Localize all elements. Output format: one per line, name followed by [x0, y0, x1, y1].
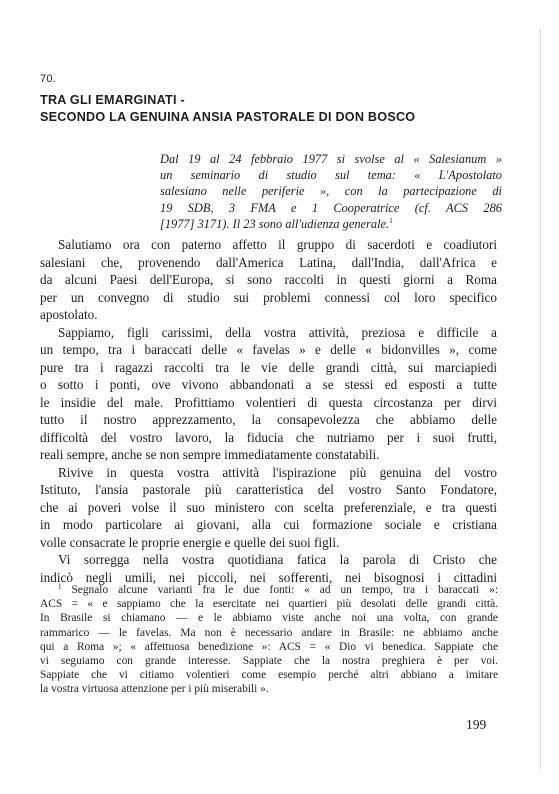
- body-line: le insidie del male. Profittiamo volentieri di questa circostanza per dirvi: [40, 394, 497, 410]
- body-line: reali sempre, anche se non sempre immediatamente constatabili.: [40, 447, 380, 462]
- footnote-line: Segnalo alcune varianti fra le due fonti: « ad un tempo, tra i baraccati »:: [71, 584, 498, 596]
- body-line: difficoltà del vostro lavoro, la fiducia che nutriamo per i suoi frutti,: [40, 429, 497, 445]
- body-line: per un convegno di studio sui problemi connessi col loro specifico: [40, 289, 497, 305]
- title-line: SECONDO LA GENUINA ANSIA PASTORALE DI DON BOSCO: [40, 110, 416, 124]
- body-line: Salutiamo ora con paterno affetto il gruppo di sacerdoti e coadiutori: [58, 237, 497, 252]
- footnote-line: rammarico — le favelas. Ma non è necessario andare in Brasile: ne abbiamo anche: [40, 626, 498, 639]
- body-line: da alcuni Paesi dell'Europa, si sono raccolti in questi giorni a Roma: [40, 272, 497, 287]
- intro-line-last: [160, 216, 502, 232]
- body-line: indicò negli umili, nei piccoli, nei sofferenti, nei bisognosi i cittadini: [40, 569, 497, 585]
- intro-line: 19 SDB, 3 FMA e 1 Cooperatrice (cf. ACS 286: [160, 200, 502, 215]
- document-number: 70.: [40, 73, 56, 85]
- body-line: Vi sorregga nella vostra quotidiana fatica la parola di Cristo che: [58, 552, 497, 567]
- body-line: apostolato.: [40, 307, 98, 322]
- body-text: [40, 236, 497, 586]
- page-number: 199: [466, 717, 487, 732]
- body-line: Sappiamo, figli carissimi, della vostra attività, preziosa e difficile a: [58, 324, 497, 340]
- body-line: pure tra i ragazzi raccolti tra le vie delle grandi città, sui marciapiedi: [40, 359, 497, 375]
- footnote-line: la vostra virtuosa attenzione per i più miserabili ».: [40, 683, 269, 696]
- intro-line: un seminario di studio sul tema: « L'Apostolato: [160, 168, 502, 183]
- intro-note: [160, 151, 502, 232]
- body-line: volle consacrate le proprie energie e quelle dei suoi figli.: [40, 534, 340, 550]
- body-line: che ai poveri volse il suo ministero con scelta preferenziale, e tra questi: [40, 499, 497, 515]
- intro-line: salesiano nelle periferie », con la partecipazione di: [160, 184, 502, 199]
- body-line: tutto il nostro apprezzamento, la consapevolezza che abbiamo delle: [40, 412, 497, 427]
- body-line: salesiani che, provenendo dall'America Latina, dall'India, dall'Africa e: [40, 254, 497, 270]
- footnote-line: qui a Roma »; « affettuosa benedizione »: ACS = « Dio vi benedica. Sappiate che: [40, 640, 498, 653]
- document-title: [40, 92, 510, 126]
- footnote-marker: 1: [58, 583, 62, 591]
- footnote-line: Sappiate che vi citiamo volentieri come esempio perché altri abbiano a imitare: [40, 669, 498, 682]
- footnote-line: ACS = « e sappiamo che la esercitate nei quartieri più desolati delle grandi città.: [40, 598, 498, 611]
- body-line: Istituto, l'ansia pastorale più caratteristica del vostro Santo Fondatore,: [40, 482, 497, 497]
- title-line: TRA GLI EMARGINATI -: [40, 93, 185, 107]
- intro-line: [1977] 3171). Il 23 sono all'udienza generale.: [160, 216, 390, 231]
- body-line: in modo particolare ai giovani, alla cui formazione sociale e cristiana: [40, 517, 497, 532]
- intro-line: Dal 19 al 24 febbraio 1977 si svolse al « Salesianum »: [160, 152, 502, 166]
- footnote-line-first: [40, 583, 498, 597]
- intro-footnote-marker: 1: [389, 215, 393, 225]
- body-line: Rivive in questa vostra attività l'ispirazione più genuina del vostro: [58, 464, 497, 480]
- right-margin-rule: [540, 30, 541, 770]
- body-line: un tempo, tra i baraccati delle « favelas » e delle « bidonvilles », come: [40, 342, 497, 357]
- footnote-line: vi seguiamo con grande interesse. Sappiate che la nostra preghiera è per voi.: [40, 655, 498, 668]
- body-line: o sotto i ponti, ove vivono abbandonati a se stessi ed esposti a tutte: [40, 377, 497, 392]
- footnotes: [40, 583, 498, 697]
- footnote-line: In Brasile si chiamano — e le abbiamo viste anche noi una volta, con grande: [40, 612, 498, 625]
